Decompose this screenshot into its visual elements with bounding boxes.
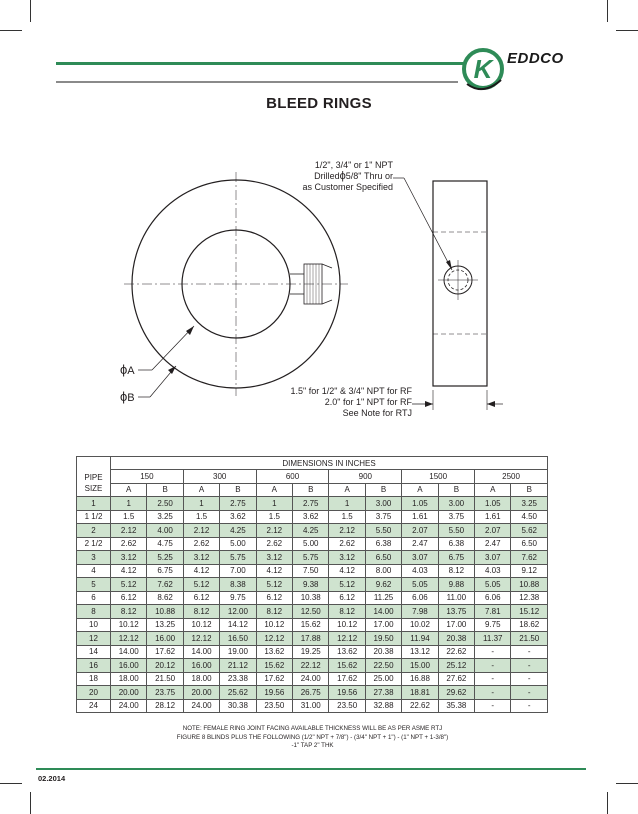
diameter-symbol: ϕ [339, 170, 346, 182]
dimension-cell: 2.07 [402, 524, 438, 538]
dimension-cell: 1.5 [183, 510, 219, 524]
dimension-cell: 4.75 [147, 537, 183, 551]
dimension-cell: 9.75 [475, 618, 511, 632]
dimension-cell: 3.07 [402, 551, 438, 565]
dimension-cell: 8.12 [111, 605, 147, 619]
dimension-cell: 10.02 [402, 618, 438, 632]
thickness-note: 1.5" for 1/2" & 3/4" NPT for RF 2.0" for 1" NPT for RF See Note for RTJ [290, 386, 412, 418]
dimension-cell: 3.00 [438, 497, 474, 511]
dimension-cell: 5.12 [183, 578, 219, 592]
col-b-header: B [365, 483, 401, 497]
dimension-cell: 2.62 [111, 537, 147, 551]
dimension-cell: 4.12 [256, 564, 292, 578]
dimension-cell: - [475, 686, 511, 700]
dimension-cell: 29.62 [438, 686, 474, 700]
dimension-cell: 10.12 [329, 618, 365, 632]
pipe-size-cell: 18 [77, 672, 111, 686]
dimension-cell: 2.75 [220, 497, 256, 511]
dimension-cell: 6.75 [438, 551, 474, 565]
dimension-cell: 5.75 [293, 551, 329, 565]
dimension-cell: - [475, 699, 511, 713]
dimension-cell: 1.5 [329, 510, 365, 524]
dimension-cell: 6.06 [475, 591, 511, 605]
pipe-size-cell: 6 [77, 591, 111, 605]
logo-letter: K [473, 54, 493, 84]
dimension-cell: 13.62 [329, 645, 365, 659]
dimension-cell: 12.12 [183, 632, 219, 646]
dimension-cell: 2.12 [256, 524, 292, 538]
dimension-cell: 18.62 [511, 618, 548, 632]
pipe-size-cell: 4 [77, 564, 111, 578]
dimension-cell: 2.62 [256, 537, 292, 551]
dimension-cell: 1.5 [111, 510, 147, 524]
dimension-cell: 23.50 [256, 699, 292, 713]
col-b-header: B [438, 483, 474, 497]
pipe-size-cell: 16 [77, 659, 111, 673]
table-row [77, 564, 548, 578]
dimension-cell: 16.50 [220, 632, 256, 646]
dimension-cell: 4.25 [220, 524, 256, 538]
dimension-cell: 26.75 [293, 686, 329, 700]
pipe-size-cell: 2 1/2 [77, 537, 111, 551]
dimension-cell: 5.62 [511, 524, 548, 538]
dimension-cell: 7.00 [220, 564, 256, 578]
table-row [77, 591, 548, 605]
dimension-cell: 1 [329, 497, 365, 511]
npt-note: 1/2", 3/4" or 1" NPT Drilledϕ5/8" Thru or as Customer Specified [302, 160, 393, 192]
dimension-cell: 32.88 [365, 699, 401, 713]
dimension-cell: 15.62 [329, 659, 365, 673]
dimension-cell: 2.75 [293, 497, 329, 511]
dimension-cell: 2.47 [475, 537, 511, 551]
dimension-cell: 3.00 [365, 497, 401, 511]
dimension-cell: 16.88 [402, 672, 438, 686]
dimension-cell: 17.00 [438, 618, 474, 632]
dimension-cell: 12.12 [329, 632, 365, 646]
dimension-cell: 18.00 [111, 672, 147, 686]
table-row [77, 659, 548, 673]
dimension-cell: 5.12 [111, 578, 147, 592]
dimension-cell: 9.62 [365, 578, 401, 592]
dimension-cell: 2.07 [475, 524, 511, 538]
dimension-cell: 20.38 [438, 632, 474, 646]
dimension-cell: 7.98 [402, 605, 438, 619]
dimension-cell: - [511, 686, 548, 700]
dimension-cell: 2.50 [147, 497, 183, 511]
col-a-header: A [256, 483, 292, 497]
dimension-cell: 12.12 [256, 632, 292, 646]
dimension-cell: - [511, 645, 548, 659]
dimension-cell: 3.25 [147, 510, 183, 524]
dimension-cell: 5.75 [220, 551, 256, 565]
dimension-cell: 18.81 [402, 686, 438, 700]
dimension-cell: 5.12 [329, 578, 365, 592]
dimension-cell: 6.50 [511, 537, 548, 551]
dimension-cell: 15.12 [511, 605, 548, 619]
dimensions-header: DIMENSIONS IN INCHES [111, 457, 548, 470]
dimension-cell: 21.50 [147, 672, 183, 686]
pipe-size-header-spacer [77, 457, 111, 470]
dimension-cell: - [511, 659, 548, 673]
col-b-header: B [220, 483, 256, 497]
dimension-cell: 4.00 [147, 524, 183, 538]
dimension-cell: - [475, 672, 511, 686]
dimension-cell: 16.00 [147, 632, 183, 646]
dimension-cell: 13.25 [147, 618, 183, 632]
table-row [77, 537, 548, 551]
col-b-header: B [293, 483, 329, 497]
dimension-cell: - [511, 672, 548, 686]
dimension-cell: - [475, 645, 511, 659]
col-a-header: A [402, 483, 438, 497]
dimension-cell: 8.62 [147, 591, 183, 605]
dimension-cell: 22.62 [402, 699, 438, 713]
dimension-cell: 10.38 [293, 591, 329, 605]
dimension-cell: 7.81 [475, 605, 511, 619]
dimension-cell: 1 [183, 497, 219, 511]
dimension-cell: 6.75 [147, 564, 183, 578]
table-row [77, 551, 548, 565]
dimension-cell: 6.12 [329, 591, 365, 605]
pipe-size-cell: 5 [77, 578, 111, 592]
dimension-cell: 1 [256, 497, 292, 511]
dimension-cell: 5.50 [438, 524, 474, 538]
dimension-cell: 21.12 [220, 659, 256, 673]
dimension-cell: - [511, 699, 548, 713]
dimension-cell: 12.50 [293, 605, 329, 619]
dimension-cell: 9.88 [438, 578, 474, 592]
class-header: 2500 [475, 470, 548, 484]
brand-name: EDDCO [507, 50, 564, 67]
dimension-cell: 23.50 [329, 699, 365, 713]
table-body [77, 497, 548, 713]
dimension-cell: 31.00 [293, 699, 329, 713]
dimension-cell: 19.50 [365, 632, 401, 646]
dimension-cell: 14.12 [220, 618, 256, 632]
dimension-cell: 3.75 [365, 510, 401, 524]
table-row [77, 605, 548, 619]
table-row [77, 578, 548, 592]
dimension-cell: 7.62 [147, 578, 183, 592]
dimension-cell: 24.00 [111, 699, 147, 713]
table-row [77, 524, 548, 538]
pipe-size-cell: 14 [77, 645, 111, 659]
class-header: 600 [256, 470, 329, 484]
dimension-cell: 3.07 [475, 551, 511, 565]
dimension-cell: 19.00 [220, 645, 256, 659]
dimension-cell: 15.62 [293, 618, 329, 632]
dimension-cell: 6.12 [256, 591, 292, 605]
dimension-cell: 4.03 [402, 564, 438, 578]
class-header: 300 [183, 470, 256, 484]
dimension-cell: 1.61 [402, 510, 438, 524]
dimension-cell: 1 [111, 497, 147, 511]
dimension-cell: 5.00 [293, 537, 329, 551]
dimension-cell: 6.50 [365, 551, 401, 565]
dimension-cell: 13.12 [402, 645, 438, 659]
dimension-cell: 4.12 [183, 564, 219, 578]
dimension-cell: 10.12 [183, 618, 219, 632]
dimension-cell: 6.12 [111, 591, 147, 605]
dimension-cell: 8.38 [220, 578, 256, 592]
pipe-size-header: PIPE SIZE [77, 470, 111, 497]
dimension-cell: 20.00 [183, 686, 219, 700]
dimension-cell: 12.12 [111, 632, 147, 646]
dimension-cell: 3.12 [329, 551, 365, 565]
dimension-cell: 17.00 [365, 618, 401, 632]
dimension-cell: 17.88 [293, 632, 329, 646]
class-header: 150 [111, 470, 184, 484]
dimension-cell: 22.12 [293, 659, 329, 673]
table-row [77, 510, 548, 524]
dimension-cell: 7.62 [511, 551, 548, 565]
dimension-cell: 25.62 [220, 686, 256, 700]
dimension-cell: 8.12 [256, 605, 292, 619]
dimension-cell: 1.61 [475, 510, 511, 524]
dim-a-label: ϕA [120, 362, 135, 377]
pipe-size-cell: 1 1/2 [77, 510, 111, 524]
col-a-header: A [329, 483, 365, 497]
dimension-cell: 21.50 [511, 632, 548, 646]
table-row [77, 497, 548, 511]
dimension-cell: 4.25 [293, 524, 329, 538]
dimension-cell: 24.00 [183, 699, 219, 713]
table-row [77, 699, 548, 713]
dimension-cell: 2.62 [183, 537, 219, 551]
dimension-cell: 3.12 [111, 551, 147, 565]
footer-rule [36, 768, 586, 770]
rtj-note: NOTE: FEMALE RING JOINT FACING AVAILABLE THICKNESS WILL BE AS PER ASME RTJ FIGURE 8 BLINDS PLUS THE FOLLOWING (1/2" NPT + 7/8") - (3/4" NPT + 1") - (1" NPT + 1-3/8") -1" TAP 2" THK [176, 725, 449, 750]
dimension-cell: 3.12 [183, 551, 219, 565]
pipe-size-cell: 24 [77, 699, 111, 713]
dimension-cell: 15.62 [256, 659, 292, 673]
dimension-cell: 23.38 [220, 672, 256, 686]
pipe-size-cell: 3 [77, 551, 111, 565]
dimension-cell: 22.62 [438, 645, 474, 659]
dimension-cell: 20.00 [111, 686, 147, 700]
dimension-cell: 12.38 [511, 591, 548, 605]
dimension-cell: 10.12 [256, 618, 292, 632]
dimension-cell: 2.12 [183, 524, 219, 538]
dimension-cell: 8.12 [183, 605, 219, 619]
dimension-cell: 6.38 [365, 537, 401, 551]
dimension-cell: 7.50 [293, 564, 329, 578]
dimension-cell: 4.03 [475, 564, 511, 578]
dimension-cell: 19.25 [293, 645, 329, 659]
dimension-cell: 17.62 [329, 672, 365, 686]
dimension-cell: 19.56 [256, 686, 292, 700]
col-a-header: A [475, 483, 511, 497]
dimension-cell: 6.06 [402, 591, 438, 605]
crop-mark [607, 792, 608, 814]
table-row [77, 686, 548, 700]
crop-mark [30, 792, 31, 814]
dimension-cell: 27.62 [438, 672, 474, 686]
dimension-cell: 20.38 [365, 645, 401, 659]
dimension-cell: 9.12 [511, 564, 548, 578]
dimension-cell: 16.00 [111, 659, 147, 673]
dimension-cell: 14.00 [111, 645, 147, 659]
dimension-cell: 6.38 [438, 537, 474, 551]
dimension-cell: 27.38 [365, 686, 401, 700]
dimension-cell: 18.00 [183, 672, 219, 686]
col-a-header: A [111, 483, 147, 497]
crop-mark [0, 783, 22, 784]
dimension-cell: 23.75 [147, 686, 183, 700]
dimension-cell: 2.47 [402, 537, 438, 551]
dimension-cell: 16.00 [183, 659, 219, 673]
dimension-cell: 5.00 [220, 537, 256, 551]
dimension-cell: 2.62 [329, 537, 365, 551]
dimension-cell: 11.94 [402, 632, 438, 646]
page-title: BLEED RINGS [266, 95, 372, 112]
dimension-cell: 11.00 [438, 591, 474, 605]
dimension-cell: 12.00 [220, 605, 256, 619]
dimension-cell: 1.5 [256, 510, 292, 524]
dimension-cell: 5.50 [365, 524, 401, 538]
dimension-cell: 17.62 [256, 672, 292, 686]
dimension-cell: 22.50 [365, 659, 401, 673]
crop-mark [616, 783, 638, 784]
dimension-cell: 35.38 [438, 699, 474, 713]
dim-b-label: ϕB [120, 389, 135, 404]
publication-date: 02.2014 [38, 774, 66, 783]
dimension-cell: 5.05 [475, 578, 511, 592]
class-header: 1500 [402, 470, 475, 484]
dimension-cell: 3.75 [438, 510, 474, 524]
pipe-size-cell: 10 [77, 618, 111, 632]
col-b-header: B [147, 483, 183, 497]
dimension-cell: 10.88 [511, 578, 548, 592]
table-row [77, 672, 548, 686]
side-view-body [433, 181, 487, 386]
pipe-size-cell: 20 [77, 686, 111, 700]
dimension-cell: 13.75 [438, 605, 474, 619]
dimension-cell: 3.62 [293, 510, 329, 524]
dimension-cell: 9.38 [293, 578, 329, 592]
dimension-cell: 14.00 [365, 605, 401, 619]
dimension-cell: 4.12 [329, 564, 365, 578]
pipe-size-cell: 12 [77, 632, 111, 646]
dimension-cell: 28.12 [147, 699, 183, 713]
dimension-cell: - [475, 659, 511, 673]
dimension-cell: 10.12 [111, 618, 147, 632]
pipe-size-cell: 1 [77, 497, 111, 511]
dimension-cell: 8.00 [365, 564, 401, 578]
pipe-size-cell: 8 [77, 605, 111, 619]
dimension-cell: 9.75 [220, 591, 256, 605]
dimension-cell: 30.38 [220, 699, 256, 713]
dimensions-table [76, 456, 548, 713]
dimension-cell: 11.25 [365, 591, 401, 605]
dimension-cell: 4.12 [111, 564, 147, 578]
table-row [77, 645, 548, 659]
dimension-cell: 15.00 [402, 659, 438, 673]
dimension-cell: 11.37 [475, 632, 511, 646]
dimension-cell: 6.12 [183, 591, 219, 605]
col-a-header: A [183, 483, 219, 497]
table-row [77, 632, 548, 646]
dimension-cell: 1.05 [402, 497, 438, 511]
dimension-cell: 20.12 [147, 659, 183, 673]
dimension-cell: 8.12 [329, 605, 365, 619]
dimension-cell: 25.00 [365, 672, 401, 686]
dimension-cell: 2.12 [111, 524, 147, 538]
pipe-size-cell: 2 [77, 524, 111, 538]
dimension-cell: 17.62 [147, 645, 183, 659]
dimension-cell: 8.12 [438, 564, 474, 578]
dimension-cell: 3.25 [511, 497, 548, 511]
dimension-cell: 4.50 [511, 510, 548, 524]
dimension-cell: 2.12 [329, 524, 365, 538]
col-b-header: B [511, 483, 548, 497]
dimension-cell: 5.12 [256, 578, 292, 592]
dimension-cell: 1.05 [475, 497, 511, 511]
dimension-cell: 10.88 [147, 605, 183, 619]
dimension-cell: 14.00 [183, 645, 219, 659]
dimension-cell: 5.25 [147, 551, 183, 565]
dimension-cell: 19.56 [329, 686, 365, 700]
dimension-cell: 3.62 [220, 510, 256, 524]
dimension-cell: 24.00 [293, 672, 329, 686]
dimension-cell: 25.12 [438, 659, 474, 673]
table-row [77, 618, 548, 632]
dimension-cell: 5.05 [402, 578, 438, 592]
class-header: 900 [329, 470, 402, 484]
dimension-cell: 13.62 [256, 645, 292, 659]
dimension-cell: 3.12 [256, 551, 292, 565]
